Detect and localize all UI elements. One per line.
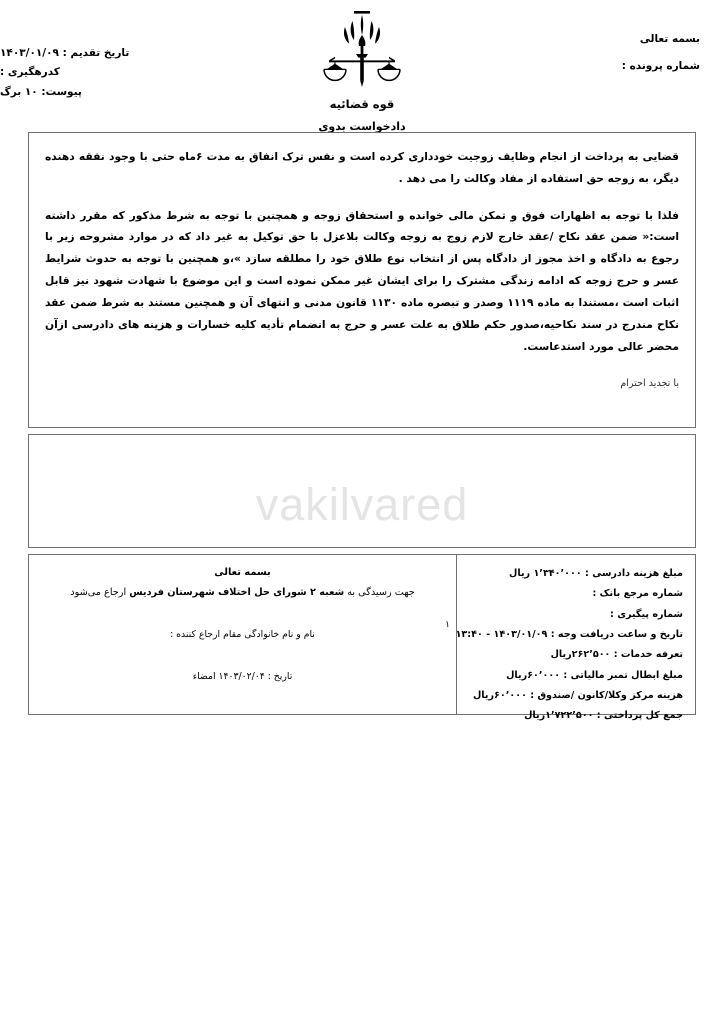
fee-bank-reference: شماره مرجع بانک : (592, 588, 683, 600)
referral-branch: شعبه ۲ شورای حل اختلاف شهرستان فردیس (129, 586, 345, 598)
fee-bar-association-fund: هزینه مرکز وکلا/کانون /صندوق : ۶۰٬۰۰۰ریال (472, 689, 683, 701)
referral-suffix: ارجاع می‌شود (70, 586, 130, 598)
submission-date: تاریخ تقدیم : ۱۴۰۳/۰۱/۰۹ (0, 47, 130, 59)
referral-basmala: بسمه تعالی (214, 567, 271, 578)
attachment-count: پیوست: ۱۰ برگ (0, 85, 82, 98)
fee-service-tariff: تعرفه خدمات : ۲۶۲٬۵۰۰ریال (550, 649, 683, 661)
fee-tax-stamp: مبلغ ابطال تمبر مالیاتی : ۶۰٬۰۰۰ریال (506, 669, 683, 681)
watermark-text: vakilvared (255, 479, 469, 530)
case-number-label: شماره پرونده : (621, 59, 700, 72)
fee-total-paid: جمع کل پرداختی : ۱٬۷۲۲٬۵۰۰ریال (524, 710, 683, 722)
body-paragraph-2: فلذا با توجه به اظهارات فوق و تمکن مالی خوانده و استحقاق زوجه و همچنین با توجه به شرط مذکور که مقرر داشته است:« ضمن عقد نکاح /عقد خارج لازم زوج به زوجه وکالت بلاعزل با حق توکیل به غیر داد که در موارد مشروحه زیر با رجوع به دادگاه و اخذ مجوز از دادگاه پس از انتخاب نوع طلاق خود را مطلقه سازد »،و همچنین با توجه به حدوث شرایط عسر و حرج زوجه که ادامه زندگی مشترک را برای ایشان غیر ممکن نموده است و این موضوع با شهادت شهود نیز قابل اثبات است ،مستندا به ماده ۱۱۱۹ وصدر و تبصره ماده ۱۱۳۰ قانون مدنی و انتهای آن و همچنین مستند به شرط ضمن عقد نکاح مندرج در سند نکاحیه،صدور حکم طلاق به علت عسر و حرج به انضمام تأدیه کلیه خسارات و هزینه های دادرسی ازآن محضر عالی مورد استدعاست. (45, 208, 679, 353)
referral-officer-name-label: نام و نام خانوادگی مقام ارجاع کننده : (170, 629, 315, 641)
closing-regards: با تجدید احترام (620, 378, 679, 390)
fee-tracking-number: شماره پیگیری : (610, 608, 683, 620)
basmala-text: بسمه تعالی (639, 33, 700, 45)
petition-body-box (28, 132, 696, 428)
fee-court-fee: مبلغ هزینه دادرسی : ۱٬۳۴۰٬۰۰۰ ریال (509, 568, 683, 579)
judiciary-scales-emblem-icon (316, 8, 408, 96)
body-paragraph-1: قضایی به پرداخت از انجام وظایف زوجیت خودداری کرده است و نفس ترک انفاق به مدت ۶ماه حتی با وجود نفقه دهنده دیگر، به زوجه حق استفاده از مفاد وکالت را می دهد . (45, 150, 679, 185)
tracking-code: کدرهگیری : (0, 66, 60, 79)
petition-body-text (29, 133, 695, 394)
document-type-title: دادخواست بدوی (318, 120, 406, 133)
document-header (0, 0, 724, 132)
referral-panel (29, 555, 456, 686)
footer-box (28, 554, 696, 722)
organization-name: قوه قضائیه (329, 97, 395, 111)
referral-statement (43, 584, 442, 602)
fees-panel (455, 555, 695, 727)
fee-payment-datetime: تاریخ و ساعت دریافت وجه : ۱۴۰۳/۰۱/۰۹ - ۱۳:۴۰ (455, 628, 683, 640)
referral-marker: ۱ (445, 620, 450, 630)
emblem-block (0, 8, 724, 133)
referral-date-signature: تاریخ : ۱۴۰۳/۰۲/۰۴ امضاء (192, 670, 293, 682)
referral-prefix: جهت رسیدگی به (344, 586, 415, 598)
